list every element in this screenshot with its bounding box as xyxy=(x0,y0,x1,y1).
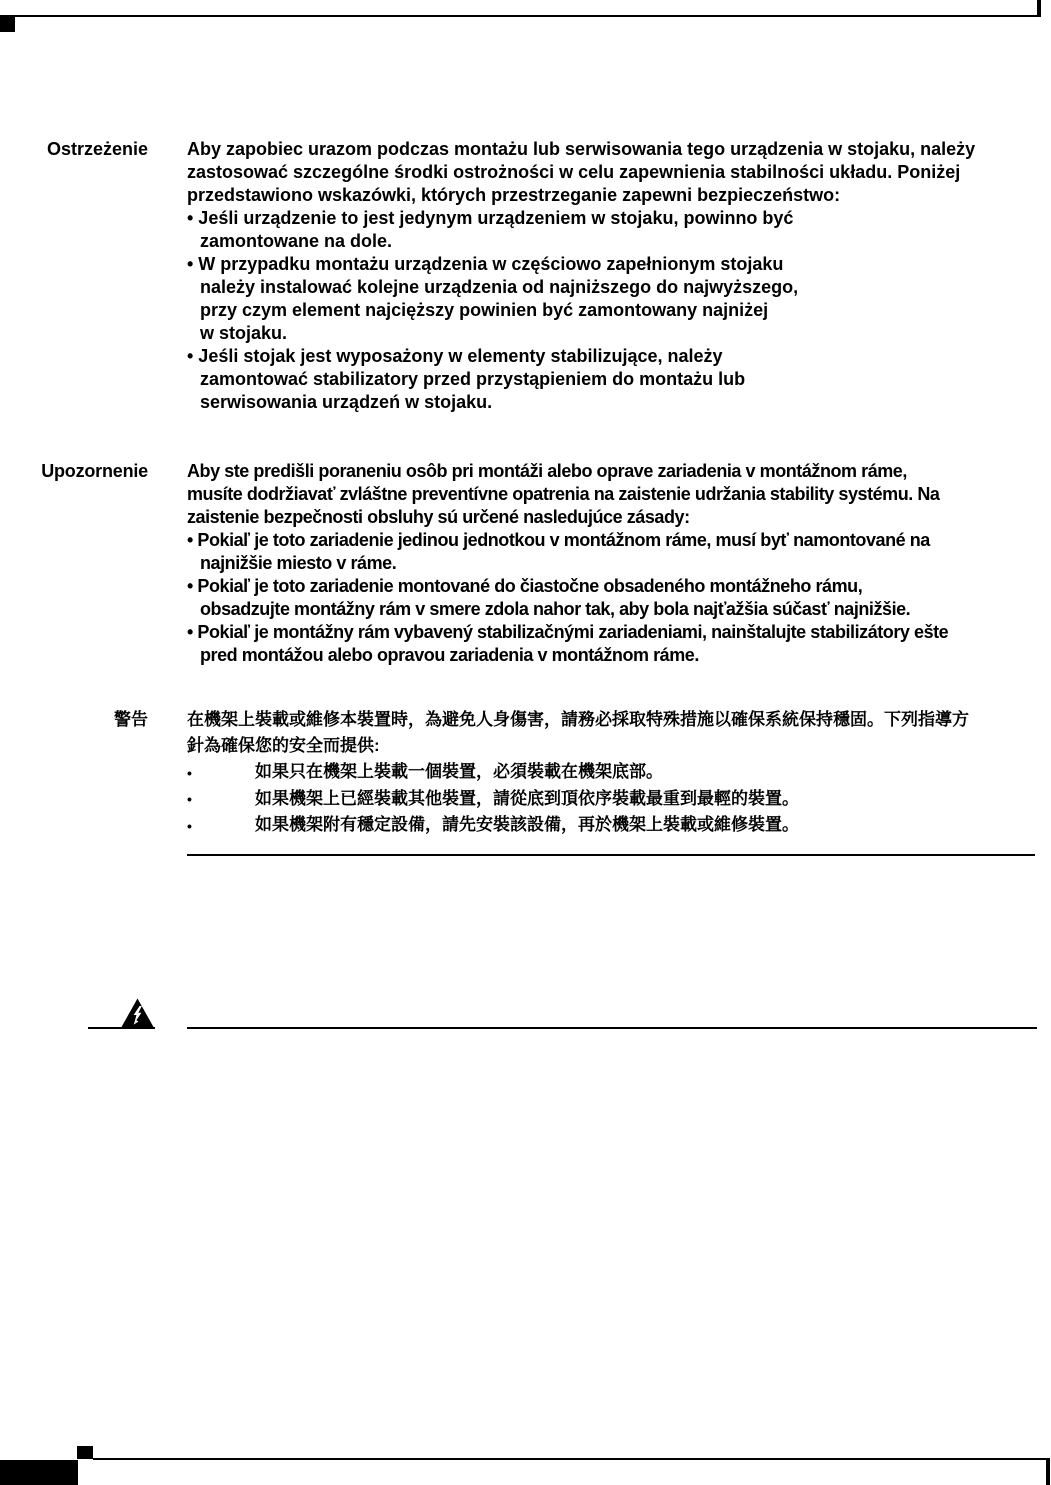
warning-text-line: przedstawiono wskazówki, których przestrzeganie zapewni bezpieczeństwo: xyxy=(187,185,841,205)
warning-text-line: zastosować szczególne środki ostrożności w celu zapewnienia stabilności układu. Poniżej xyxy=(187,162,961,182)
warning-text-line: • Jeśli urządzenie to jest jedynym urządzeniem w stojaku, powinno być xyxy=(187,208,794,228)
warning-text-line: 針為確保您的安全而提供: xyxy=(187,736,380,755)
warning-text-line: pred montážou alebo opravou zariadenia v montážnom ráme. xyxy=(200,645,699,665)
warning-text-line: serwisowania urządzeń w stojaku. xyxy=(200,392,493,412)
warning-text-line: • Pokiaľ je toto zariadenie jedinou jednotkou v montážnom ráme, musí byť namontované na xyxy=(187,530,930,550)
warning-text-line: • Pokiaľ je toto zariadenie montované do čiastočne obsadeného montážneho rámu, xyxy=(187,576,863,596)
warning-body-polish xyxy=(187,138,1047,414)
bottom-right-crop-tick xyxy=(1046,1458,1050,1485)
warning-label-chinese: 警告 xyxy=(114,710,148,729)
warning-triangle-icon xyxy=(121,998,154,1028)
top-right-crop-tick xyxy=(1037,0,1041,17)
warning-text-line xyxy=(187,786,1047,813)
warning-text-line: zamontowane na dole. xyxy=(200,231,393,251)
top-rule xyxy=(0,15,1041,17)
warning-text-line: zamontować stabilizatory przed przystąpieniem do montażu lub xyxy=(200,369,746,389)
warning-text-line: obsadzujte montážny rám v smere zdola nahor tak, aby bola najťažšia súčasť najnižšie. xyxy=(200,599,911,619)
warning-text: 如果機架上已經裝載其他裝置，請從底到頂依序裝載最重到最輕的裝置。 xyxy=(255,788,799,808)
warning-text-line: zaistenie bezpečnosti obsluhy sú určené nasledujúce zásady: xyxy=(187,507,690,527)
warning-icon-right-rule xyxy=(187,1027,1037,1029)
section-divider-rule xyxy=(187,854,1035,856)
warning-text-line xyxy=(187,812,1047,839)
warning-label-slovak: Upozornenie xyxy=(41,461,148,481)
warning-label-polish: Ostrzeżenie xyxy=(46,139,148,159)
warning-text-line: Aby ste predišli poraneniu osôb pri montáži alebo oprave zariadenia v montážnom ráme, xyxy=(187,461,907,481)
warning-text-line: musíte dodržiavať zvláštne preventívne opatrenia na zaistenie udržania stability systému. Na xyxy=(187,484,940,504)
warning-body-slovak xyxy=(187,460,1047,667)
footer-rule xyxy=(93,1458,1050,1460)
bullet-icon: • xyxy=(187,791,192,808)
warning-text-line: • Pokiaľ je montážny rám vybavený stabilizačnými zariadeniami, nainštalujte stabilizátory ešte xyxy=(187,622,949,642)
warning-text: 如果只在機架上裝載一個裝置，必須裝載在機架底部。 xyxy=(255,762,663,781)
warning-text-line: w stojaku. xyxy=(200,323,288,343)
warning-text: 如果機架附有穩定設備，請先安裝該設備，再於機架上裝載或維修裝置。 xyxy=(255,815,799,835)
warning-text-line: najnižšie miesto v ráme. xyxy=(200,553,397,573)
warning-text-line xyxy=(187,759,1047,786)
footer-black-block xyxy=(0,1460,78,1485)
warning-text-line: • W przypadku montażu urządzenia w częściowo zapełnionym stojaku xyxy=(187,254,784,274)
footer-small-square-mark xyxy=(77,1446,93,1459)
warning-text-line: • Jeśli stojak jest wyposażony w elementy stabilizujące, należy xyxy=(187,346,723,366)
bullet-icon: • xyxy=(187,817,192,834)
top-left-square-mark xyxy=(0,17,15,32)
bullet-icon: • xyxy=(187,764,192,781)
warning-text-line: 在機架上裝載或維修本裝置時，為避免人身傷害，請務必採取特殊措施以確保系統保持穩固。下列指導方 xyxy=(187,710,969,729)
warning-body-chinese xyxy=(187,707,1047,839)
warning-text-line: należy instalować kolejne urządzenia od najniższego do najwyższego, xyxy=(200,277,799,297)
warning-text-line: przy czym element najcięższy powinien być zamontowany najniżej xyxy=(200,300,769,320)
warning-text-line: Aby zapobiec urazom podczas montażu lub serwisowania tego urządzenia w stojaku, należy xyxy=(187,139,976,159)
